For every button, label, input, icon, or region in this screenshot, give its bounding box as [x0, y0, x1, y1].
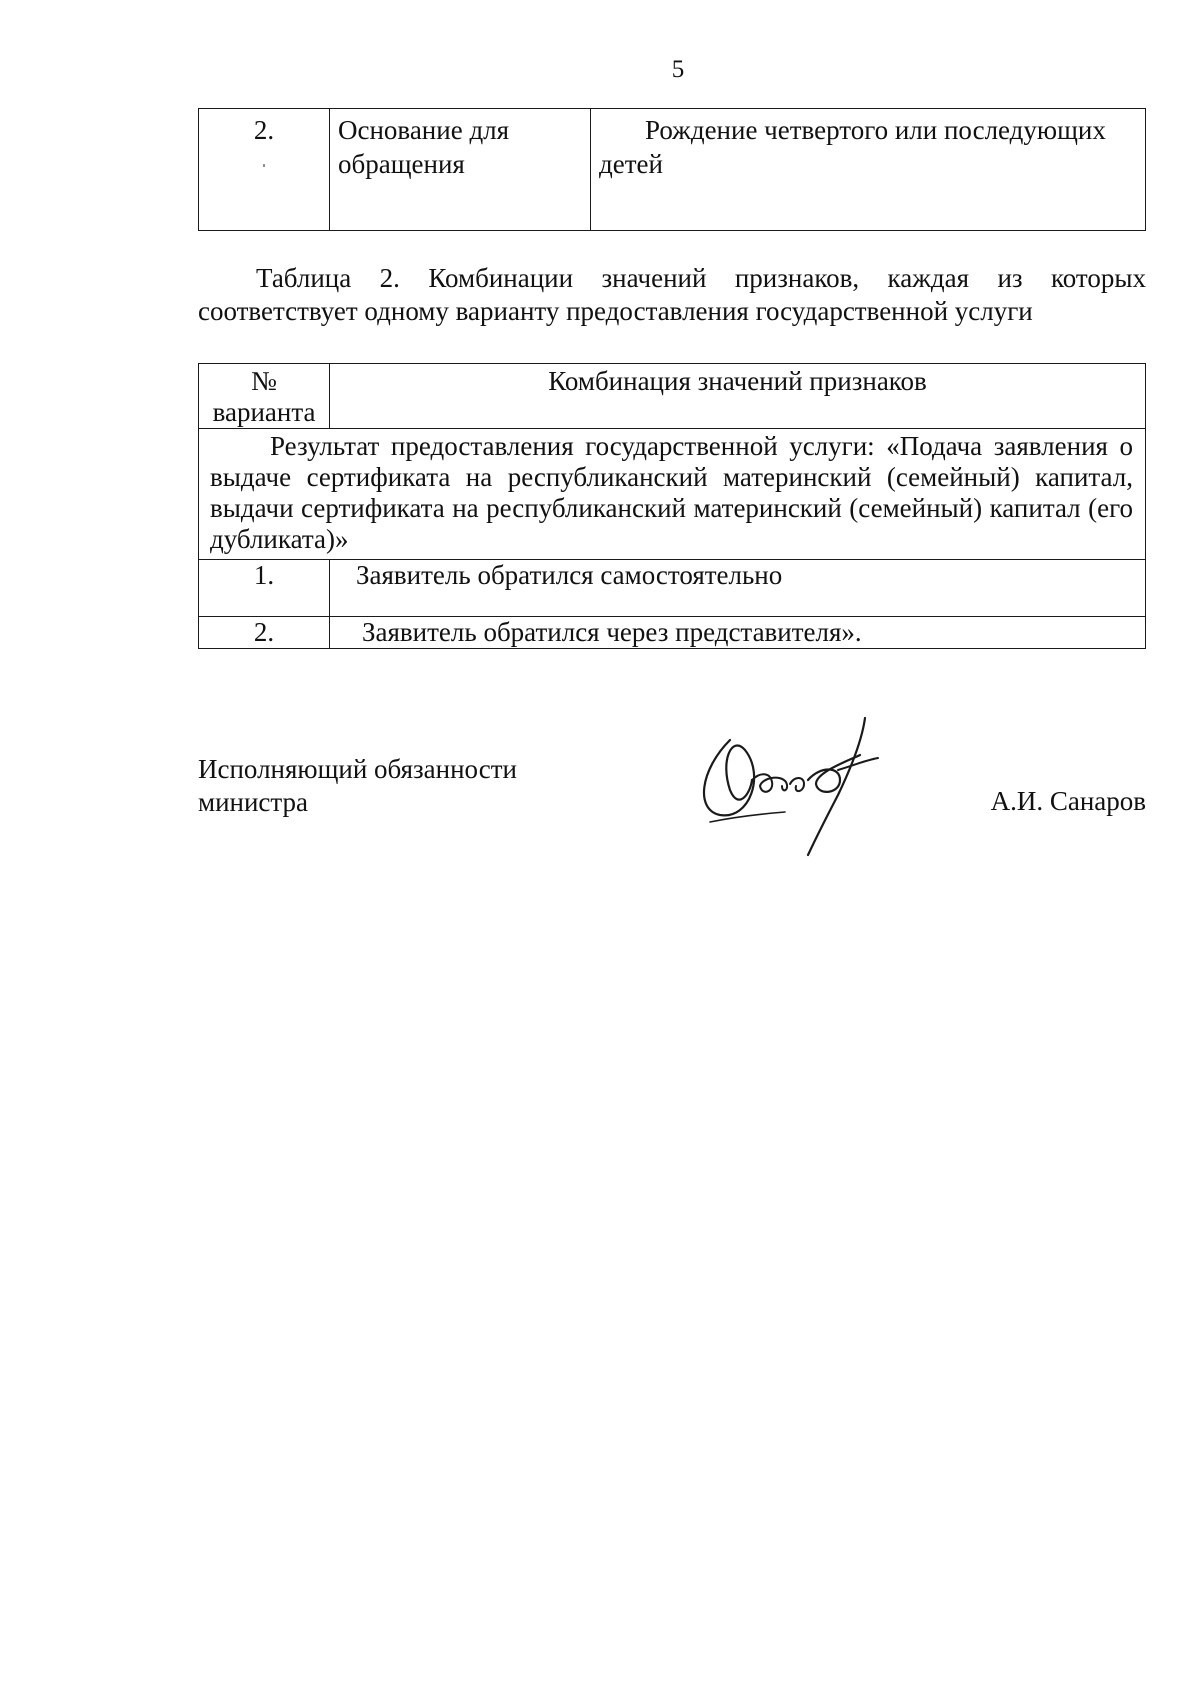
table-result-row: [199, 429, 1146, 560]
header-variant-number: № варианта: [199, 364, 330, 429]
row-label: Основание для обращения: [330, 109, 591, 231]
page-number: 5: [671, 56, 685, 83]
variant-combination: Заявитель обратился через представителя».: [330, 617, 1146, 649]
table-1-fragment: [198, 108, 1146, 231]
signer-position: [198, 753, 517, 819]
table-header-row: [199, 364, 1146, 429]
signer-position-line: министра: [198, 787, 309, 817]
signer-position-line: Исполняющий обязанности: [198, 754, 517, 784]
table-row: [199, 109, 1146, 231]
table-2: [198, 363, 1146, 649]
row-number-cell: [199, 109, 330, 231]
table-2-caption: Таблица 2. Комбинации значений признаков, каждая из которых соответствует одному варианту предоставления государственной услуги: [198, 263, 1146, 326]
row-value: Рождение четвертого или последующих детей: [591, 109, 1146, 231]
row-mark: ˌ: [261, 147, 267, 167]
handwritten-signature: [690, 700, 930, 870]
header-combination: Комбинация значений признаков: [330, 364, 1146, 429]
signer-name: А.И. Санаров: [990, 786, 1146, 816]
variant-combination: Заявитель обратился самостоятельно: [330, 560, 1146, 617]
variant-number: 2.: [199, 617, 330, 649]
variant-number: 1.: [199, 560, 330, 617]
row-number: 2.: [253, 115, 275, 145]
table-row: [199, 560, 1146, 617]
result-cell: Результат предоставления государственной услуги: «Подача заявления о выдаче сертификата на республиканский материнский (семейный) капитал, выдачи сертификата на республиканский материнский (семейный) капитал (его дубликата)»: [199, 429, 1146, 560]
table-row: [199, 617, 1146, 649]
